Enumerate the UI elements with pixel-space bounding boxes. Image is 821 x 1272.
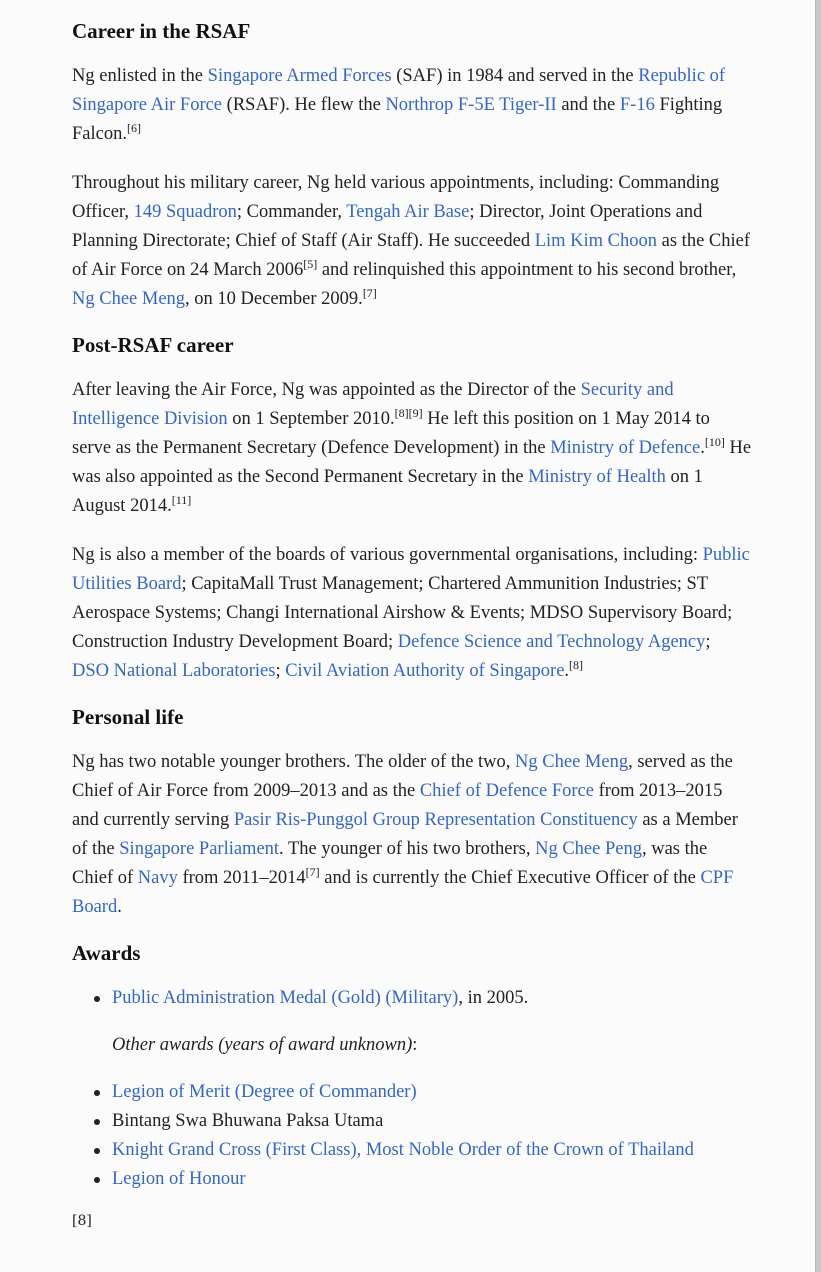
awards-list-primary [72, 984, 752, 1013]
text: (SAF) in 1984 and served in the [391, 66, 639, 86]
link-ministry-of-health[interactable]: Ministry of Health [528, 467, 666, 487]
link-cpf-board[interactable]: CPF Board [72, 868, 734, 917]
link-chief-of-defence-force[interactable]: Chief of Defence Force [419, 781, 594, 801]
text: ; CapitaMall Trust Management; Chartered Ammunition Industries; ST Aerospace Systems; Changi International Airshow & Events; MDSO Supervisory Board; Construction Industry Development Board; [72, 574, 733, 652]
text: , in 2005. [458, 988, 529, 1008]
paragraph-career-2 [72, 169, 752, 314]
text: ; [705, 632, 711, 652]
text: He left this position on 1 May 2014 to serve as the Permanent Secretary (Defence Development) in the [72, 409, 710, 458]
text: on 1 September 2010. [227, 409, 395, 429]
bullet-icon [94, 1090, 100, 1096]
text: , on 10 December 2009. [185, 289, 363, 309]
text: from 2013–2015 and currently serving [72, 781, 723, 830]
bullet-icon [94, 996, 100, 1002]
link-lim-kim-choon[interactable]: Lim Kim Choon [534, 231, 658, 251]
citation-5[interactable]: [5] [303, 257, 318, 271]
list-item [72, 1165, 752, 1194]
text: . [564, 661, 570, 681]
text: as the Chief of Air Force on 24 March 2006 [72, 231, 751, 280]
link-pasir-ris-punggol-grc[interactable]: Pasir Ris-Punggol Group Representation Constituency [233, 810, 638, 830]
text: Other awards (years of award unknown) [112, 1035, 413, 1055]
link-rsaf[interactable]: Republic of Singapore Air Force [72, 66, 726, 115]
link-public-utilities-board[interactable]: Public Utilities Board [72, 545, 750, 594]
link-dso-national-laboratories[interactable]: DSO National Laboratories [72, 661, 276, 681]
link-ng-chee-meng[interactable]: Ng Chee Meng [515, 752, 629, 772]
text: He was also appointed as the Second Permanent Secretary in the [72, 438, 752, 487]
bullet-icon [94, 1177, 100, 1183]
scrollbar-track[interactable] [815, 0, 821, 1272]
citation-9[interactable]: [9] [408, 406, 423, 420]
paragraph-post-1 [72, 376, 752, 521]
citation-7[interactable]: [7] [305, 865, 320, 879]
text: and relinquished this appointment to his second brother, [317, 260, 737, 280]
text: as a Member of the [72, 810, 738, 859]
link-149-squadron[interactable]: 149 Squadron [133, 202, 237, 222]
citation-8[interactable]: [8] [394, 406, 409, 420]
text: ; [275, 661, 286, 681]
bullet-icon [94, 1148, 100, 1154]
citation-7[interactable]: [7] [362, 286, 377, 300]
bullet-icon [94, 1119, 100, 1125]
link-singapore-parliament[interactable]: Singapore Parliament [119, 839, 280, 859]
article-content [72, 0, 752, 1230]
other-awards-note [72, 1031, 752, 1060]
paragraph-career-1 [72, 62, 752, 149]
heading-career-in-rsaf: Career in the RSAF [72, 19, 251, 43]
text: : [412, 1035, 418, 1055]
list-item [72, 1107, 752, 1136]
link-crown-of-thailand[interactable]: Knight Grand Cross (First Class), Most Noble Order of the Crown of Thailand [112, 1140, 694, 1160]
text: , served as the Chief of Air Force from 2009–2013 and as the [72, 752, 733, 801]
link-f16[interactable]: F-16 [619, 95, 655, 115]
text: . [117, 897, 122, 917]
text: on 1 August 2014. [72, 467, 703, 516]
paragraph-personal-1 [72, 748, 752, 922]
list-item [72, 1078, 752, 1107]
heading-post-rsaf-career: Post-RSAF career [72, 333, 234, 357]
text: Throughout his military career, Ng held various appointments, including: Commanding Officer, [72, 173, 720, 222]
text: and is currently the Chief Executive Officer of the [319, 868, 701, 888]
link-singapore-armed-forces[interactable]: Singapore Armed Forces [207, 66, 392, 86]
heading-personal-life: Personal life [72, 705, 184, 729]
citation-8[interactable]: [8] [569, 658, 584, 672]
link-tengah-air-base[interactable]: Tengah Air Base [346, 202, 470, 222]
text: (RSAF). He flew the [222, 95, 386, 115]
text: ; Commander, [236, 202, 347, 222]
text: Ng enlisted in the [72, 66, 208, 86]
citation-8[interactable]: [8] [72, 1213, 92, 1229]
text: Ng has two notable younger brothers. The older of the two, [72, 752, 516, 772]
text: . [700, 438, 705, 458]
award-bintang-swa-bhuwana-paksa-utama: Bintang Swa Bhuwana Paksa Utama [112, 1111, 384, 1131]
text: Fighting Falcon. [72, 95, 723, 144]
link-caas[interactable]: Civil Aviation Authority of Singapore [285, 661, 565, 681]
heading-awards: Awards [72, 941, 141, 965]
link-ministry-of-defence[interactable]: Ministry of Defence [550, 438, 701, 458]
citation-6[interactable]: [6] [126, 121, 141, 135]
text: and the [556, 95, 620, 115]
paragraph-post-2 [72, 541, 752, 686]
link-ng-chee-meng[interactable]: Ng Chee Meng [72, 289, 186, 309]
link-legion-of-merit[interactable]: Legion of Merit (Degree of Commander) [112, 1082, 417, 1102]
text: Ng is also a member of the boards of various governmental organisations, including: [72, 545, 703, 565]
link-ng-chee-peng[interactable]: Ng Chee Peng [535, 839, 642, 859]
citation-11[interactable]: [11] [171, 493, 192, 507]
link-navy[interactable]: Navy [137, 868, 178, 888]
link-legion-of-honour[interactable]: Legion of Honour [112, 1169, 246, 1189]
link-public-administration-medal[interactable]: Public Administration Medal (Gold) (Military) [112, 988, 459, 1008]
list-item [72, 1136, 752, 1165]
link-security-intelligence-division[interactable]: Security and Intelligence Division [72, 380, 674, 429]
text: After leaving the Air Force, Ng was appointed as the Director of the [72, 380, 581, 400]
text: ; Director, Joint Operations and Planning Directorate; Chief of Staff (Air Staff). He succeeded [72, 202, 703, 251]
awards-list-other [72, 1078, 752, 1194]
list-item [72, 984, 752, 1013]
text: . The younger of his two brothers, [279, 839, 536, 859]
link-northrop-f5e[interactable]: Northrop F-5E Tiger-II [385, 95, 557, 115]
text: from 2011–2014 [177, 868, 306, 888]
text: , was the Chief of [72, 839, 708, 888]
link-dsta[interactable]: Defence Science and Technology Agency [397, 632, 706, 652]
citation-10[interactable]: [10] [704, 435, 725, 449]
